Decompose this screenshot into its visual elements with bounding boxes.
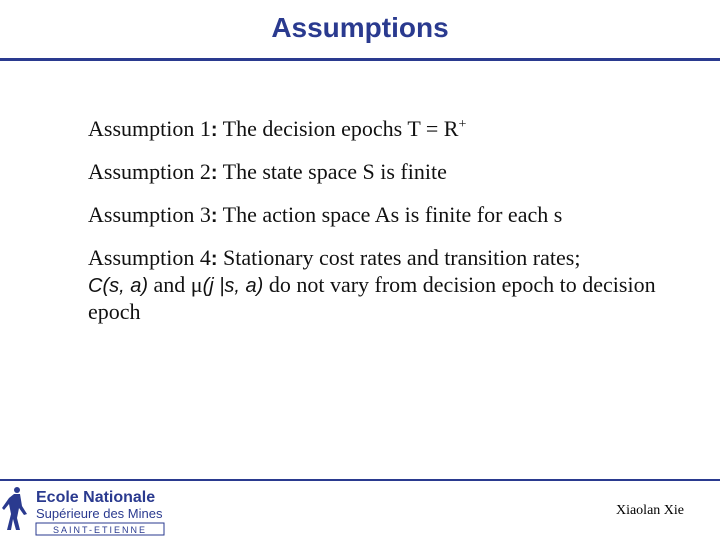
assumption-item-2: [88, 159, 688, 186]
logo-line2: Supérieure des Mines: [36, 506, 163, 521]
assumption-label: Assumption 1: [88, 116, 211, 141]
assumption-item-3: [88, 202, 688, 229]
assumption-label: Assumption 3: [88, 202, 211, 227]
author-name: Xiaolan Xie: [615, 503, 684, 518]
assumption-label: Assumption 2: [88, 159, 211, 184]
superscript-plus: +: [458, 117, 467, 132]
footer-divider: [0, 479, 720, 481]
assumption-label: Assumption 4: [88, 245, 211, 270]
assumption-item-1: [88, 116, 688, 143]
figure-emblem-icon: [2, 487, 27, 530]
assumption-colon: :: [210, 119, 218, 141]
cost-function: C(s, a): [88, 275, 148, 297]
and-word: and: [148, 272, 191, 297]
assumption-list: [88, 116, 688, 341]
school-logo: [0, 484, 180, 538]
title-divider: [0, 58, 720, 61]
assumption-colon: :: [210, 248, 218, 270]
assumption-rest: do not vary from decision epoch to decision epoch: [88, 272, 656, 324]
assumption-text: The action space As is finite for each s: [217, 202, 563, 227]
logo-line1: Ecole Nationale: [36, 489, 156, 506]
page-title: Assumptions: [271, 12, 449, 43]
assumption-item-4: [88, 245, 688, 325]
assumption-text: Stationary cost rates and transition rates;: [217, 245, 581, 270]
assumption-text: The state space S is finite: [217, 159, 447, 184]
logo-line3: SAINT-ETIENNE: [52, 525, 148, 535]
mu-symbol: μ: [190, 272, 203, 297]
assumption-colon: :: [210, 205, 218, 227]
assumption-text: The decision epochs T = R: [217, 116, 459, 141]
rate-function: (j |s, a): [202, 275, 264, 297]
assumption-colon: :: [210, 162, 218, 184]
